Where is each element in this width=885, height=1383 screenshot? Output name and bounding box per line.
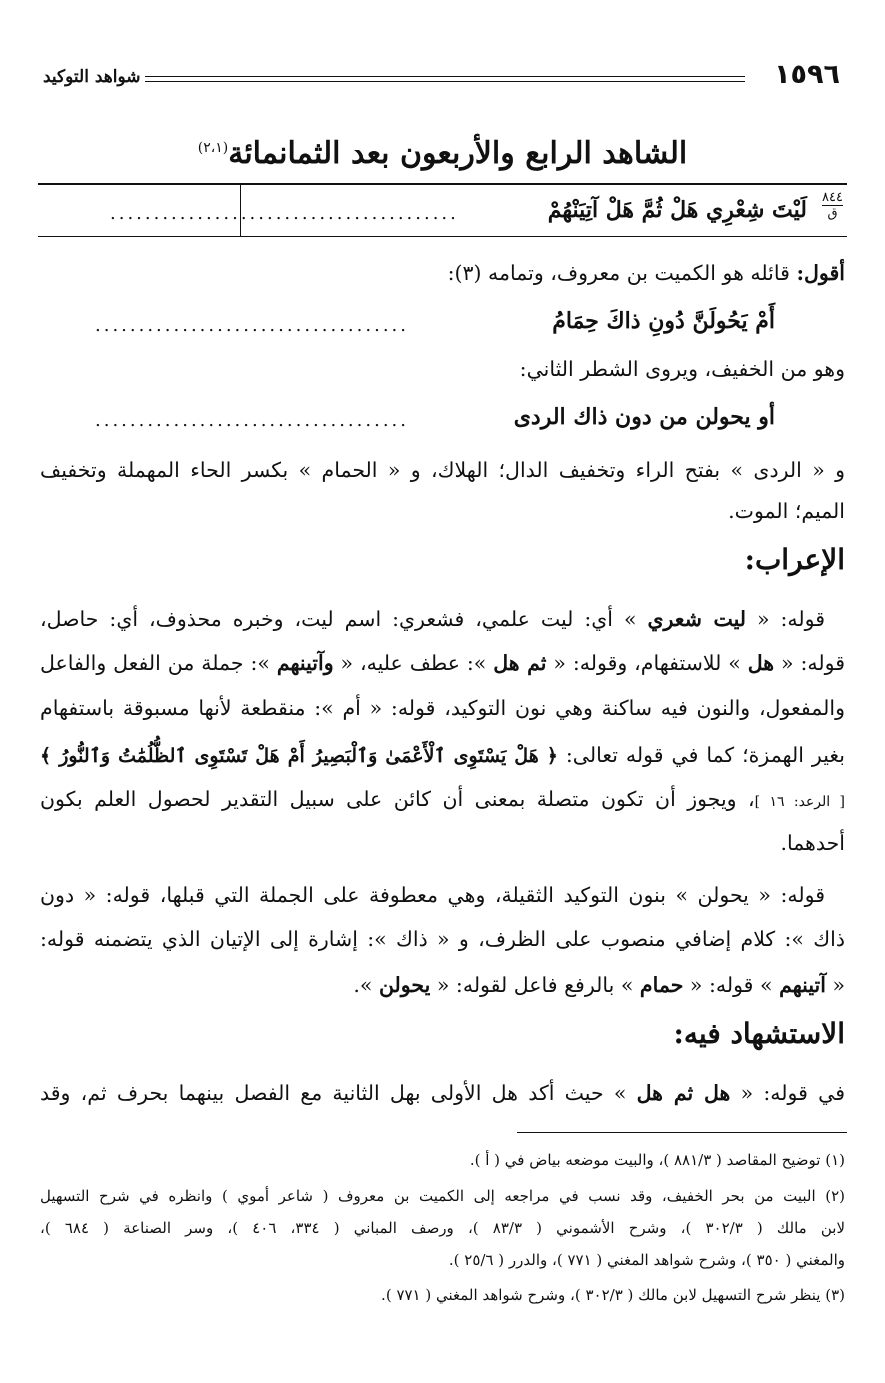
page-title: [0, 128, 885, 174]
para-label: أقول:: [796, 261, 845, 285]
para-definitions-line-1: و « الردى » بفتح الراء وتخفيف الدال؛ الهلاك، و « الحمام » بكسر الحاء المهملة وتخفيف: [40, 458, 845, 482]
verse-box-bottom-rule: [38, 236, 847, 237]
irab-line-4: بغير الهمزة؛ كما في قوله تعالى: ﴿ هَلْ يَسْتَوِى ٱلْأَعْمَىٰ وَٱلْبَصِيرُ أَمْ هَلْ تَسْتَوِى ٱلظُّلُمَٰتُ وَٱلنُّورُ ﴾: [40, 743, 846, 767]
footnote-2-line-3: والمغني ( ٣٥٠ )، وشرح شواهد المغني ( ٧٧١ )، والدرر ( ٢٥/٦ ).: [448, 1251, 845, 1269]
page-number: ١٥٩٦: [774, 59, 840, 90]
irab-line-3: والمفعول، والنون فيه ساكنة وهي نون التوكيد، قوله: « أم »: منقطعة لأنها مسبوقة باستفهام: [40, 696, 845, 720]
hemistich-1: أَمْ يَحُولَنَّ دُونِ ذاكَ حِمَامُ: [552, 308, 775, 334]
heading-istishhad: الاستشهاد فيه:: [673, 1017, 845, 1050]
verse-dots: ........................................: [110, 203, 459, 224]
verse-meter: ق: [827, 206, 838, 221]
header-rule-bottom: [145, 81, 745, 82]
para-meter: وهو من الخفيف، ويروى الشطر الثاني:: [519, 357, 845, 381]
hemistich-2: أو يحولن من دون ذاك الردى: [513, 404, 775, 430]
quran-reference: [ الرعد: ١٦ ]: [754, 794, 845, 810]
footnote-3: (٣) ينظر شرح التسهيل لابن مالك ( ٣٠٢/٣ )، وشرح شواهد المغني ( ٧٧١ ).: [381, 1286, 845, 1304]
irab-line-5: [ الرعد: ١٦ ]، ويجوز أن تكون متصلة بمعنى أن كائن على سبيل التقدير لحصول العلم بكون: [40, 787, 845, 811]
verse-index: ٨٤٤: [822, 190, 843, 205]
irab-line-2: قوله: « هل » للاستفهام، وقوله: « ثم هل »: عطف عليه، « وآتينهم »: جملة من الفعل والفاعل: [40, 651, 846, 675]
irab-line-9: « آتينهم » قوله: « حمام » بالرفع فاعل لقوله: « يحولن ».: [353, 973, 845, 997]
running-title: شواهد التوكيد: [43, 67, 141, 87]
title-text: الشاهد الرابع والأربعون بعد الثمانمائة: [228, 136, 688, 171]
istishhad-line-1: في قوله: « هل ثم هل » حيث أكد هل الأولى بهل الثانية مع الفصل بينهما بحرف ثم، وقد: [40, 1081, 846, 1105]
header-rule-top: [145, 76, 745, 77]
irab-line-1: قوله: « ليت شعري » أي: ليت علمي، فشعري: اسم ليت، وخبره محذوف، أي: حاصل،: [40, 607, 826, 631]
irab-line-6: أحدهما.: [780, 831, 845, 855]
para-definitions-line-2: الميم؛ الموت.: [728, 499, 845, 523]
verse-number: [822, 190, 843, 221]
hemistich-1-dots: ....................................: [95, 315, 409, 336]
footnote-1: (١) توضيح المقاصد ( ٨٨١/٣ )، والبيت موضعه بياض في ( أ ).: [469, 1151, 845, 1169]
footnote-2-line-1: (٢) البيت من بحر الخفيف، وقد نسب في مراجعه إلى الكميت بن معروف ( شاعر أموي ) وانظره في شرح التسهيل: [40, 1187, 845, 1205]
title-footnote-marker: (٢،١): [197, 140, 229, 156]
irab-line-7: قوله: « يحولن » بنون التوكيد الثقيلة، وهي معطوفة على الجملة التي قبلها، قوله: « دون: [40, 883, 825, 907]
para-aqul: أقول: قائله هو الكميت بن معروف، وتمامه (٣):: [447, 261, 845, 285]
footnote-2-line-2: لابن مالك ( ٣٠٢/٣ )، وشرح الأشموني ( ٨٣/٣ )، ورصف المباني ( ٣٣٤، ٤٠٦ )، وسر الصناعة ( ٦٨٤ )،: [40, 1219, 846, 1237]
heading-irab: الإعراب:: [744, 543, 845, 576]
quran-verse: ﴿ هَلْ يَسْتَوِى ٱلْأَعْمَىٰ وَٱلْبَصِيرُ أَمْ هَلْ تَسْتَوِى ٱلظُّلُمَٰتُ وَٱلنُّورُ ﴾: [40, 745, 558, 767]
footnote-rule: [517, 1132, 847, 1133]
hemistich-2-dots: ....................................: [95, 410, 409, 431]
verse-text: لَيْتَ شِعْرِي هَلْ ثُمَّ هَلْ آتِيَنْهُمْ: [547, 197, 807, 223]
verse-box-top-rule: [38, 183, 847, 185]
irab-line-8: ذاك »: كلام إضافي منصوب على الظرف، و « ذاك »: إشارة إلى الإتيان الذي يتضمنه قوله:: [40, 927, 845, 951]
